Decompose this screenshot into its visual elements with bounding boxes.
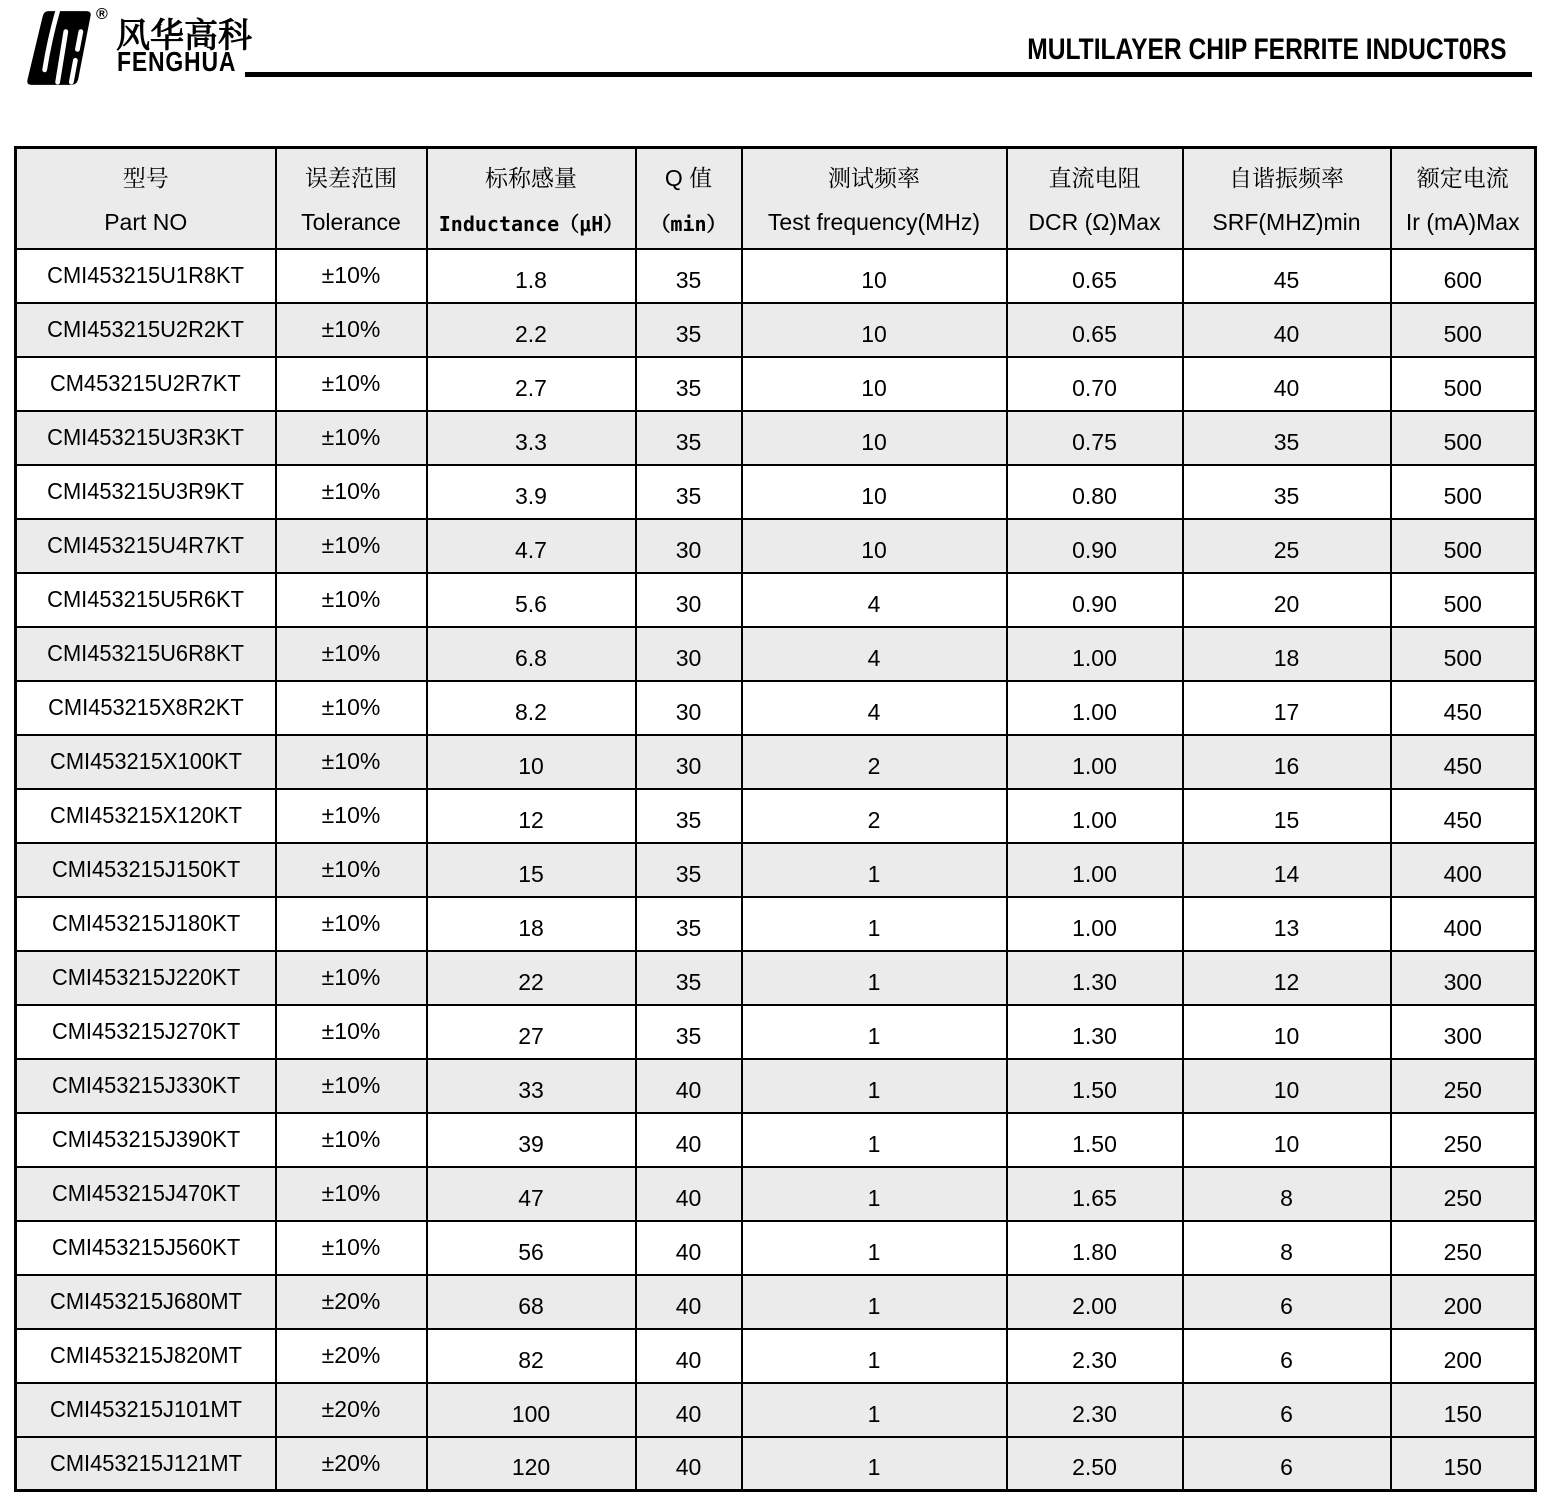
cell-srf: 8 xyxy=(1183,1167,1391,1221)
cell-dcr: 0.65 xyxy=(1007,303,1183,357)
cell-ir: 200 xyxy=(1391,1329,1536,1383)
column-header-ir xyxy=(1391,148,1536,249)
cell-part: CMI453215U5R6KT xyxy=(16,573,276,627)
cell-part: CMI453215J180KT xyxy=(16,897,276,951)
table-row xyxy=(16,1113,1536,1167)
cell-test_freq: 1 xyxy=(742,1383,1007,1437)
cell-test_freq: 1 xyxy=(742,1059,1007,1113)
cell-dcr: 2.00 xyxy=(1007,1275,1183,1329)
cell-ir: 250 xyxy=(1391,1167,1536,1221)
cell-ir: 600 xyxy=(1391,249,1536,303)
cell-tolerance: ±10% xyxy=(276,897,427,951)
cell-dcr: 0.75 xyxy=(1007,411,1183,465)
cell-srf: 20 xyxy=(1183,573,1391,627)
cell-part: CMI453215J470KT xyxy=(16,1167,276,1221)
cell-dcr: 1.50 xyxy=(1007,1113,1183,1167)
cell-test_freq: 10 xyxy=(742,303,1007,357)
cell-test_freq: 4 xyxy=(742,681,1007,735)
cell-ir: 250 xyxy=(1391,1113,1536,1167)
cell-test_freq: 10 xyxy=(742,519,1007,573)
cell-srf: 6 xyxy=(1183,1275,1391,1329)
cell-test_freq: 1 xyxy=(742,1167,1007,1221)
cell-q: 35 xyxy=(636,789,742,843)
cell-srf: 13 xyxy=(1183,897,1391,951)
cell-test_freq: 1 xyxy=(742,1329,1007,1383)
cell-q: 30 xyxy=(636,681,742,735)
table-row xyxy=(16,789,1536,843)
cell-ir: 500 xyxy=(1391,357,1536,411)
column-header-en: Ir (mA)Max xyxy=(1405,208,1520,235)
column-header-test_freq xyxy=(742,148,1007,249)
cell-test_freq: 2 xyxy=(742,789,1007,843)
cell-tolerance: ±10% xyxy=(276,681,427,735)
cell-srf: 45 xyxy=(1183,249,1391,303)
column-header-en: Tolerance xyxy=(301,208,401,235)
cell-dcr: 2.30 xyxy=(1007,1383,1183,1437)
cell-inductance: 47 xyxy=(427,1167,636,1221)
cell-part: CM453215U2R7KT xyxy=(16,357,276,411)
table-row xyxy=(16,843,1536,897)
cell-inductance: 2.2 xyxy=(427,303,636,357)
cell-test_freq: 1 xyxy=(742,897,1007,951)
table-row xyxy=(16,1221,1536,1275)
column-header-en: Inductance（μH） xyxy=(438,211,624,236)
column-header-en: Part NO xyxy=(104,208,188,235)
cell-part: CMI453215U4R7KT xyxy=(16,519,276,573)
cell-ir: 200 xyxy=(1391,1275,1536,1329)
cell-tolerance: ±10% xyxy=(276,951,427,1005)
cell-inductance: 1.8 xyxy=(427,249,636,303)
cell-tolerance: ±10% xyxy=(276,789,427,843)
column-header-q xyxy=(636,148,742,249)
cell-dcr: 1.00 xyxy=(1007,735,1183,789)
cell-dcr: 0.65 xyxy=(1007,249,1183,303)
cell-tolerance: ±10% xyxy=(276,735,427,789)
cell-part: CMI453215U1R8KT xyxy=(16,249,276,303)
cell-srf: 8 xyxy=(1183,1221,1391,1275)
header-rule xyxy=(245,72,1532,77)
cell-tolerance: ±10% xyxy=(276,357,427,411)
cell-q: 35 xyxy=(636,951,742,1005)
cell-tolerance: ±10% xyxy=(276,249,427,303)
cell-q: 40 xyxy=(636,1221,742,1275)
cell-ir: 450 xyxy=(1391,735,1536,789)
cell-q: 40 xyxy=(636,1437,742,1491)
cell-inductance: 18 xyxy=(427,897,636,951)
cell-q: 40 xyxy=(636,1275,742,1329)
cell-dcr: 1.50 xyxy=(1007,1059,1183,1113)
cell-inductance: 120 xyxy=(427,1437,636,1491)
cell-dcr: 1.65 xyxy=(1007,1167,1183,1221)
column-header-cn: 自谐振频率 xyxy=(1229,164,1344,191)
cell-srf: 18 xyxy=(1183,627,1391,681)
cell-q: 40 xyxy=(636,1329,742,1383)
cell-part: CMI453215J390KT xyxy=(16,1113,276,1167)
cell-ir: 500 xyxy=(1391,519,1536,573)
column-header-part xyxy=(16,148,276,249)
column-header-cn: 额定电流 xyxy=(1416,164,1509,191)
table-row xyxy=(16,1005,1536,1059)
cell-tolerance: ±10% xyxy=(276,519,427,573)
cell-srf: 10 xyxy=(1183,1059,1391,1113)
cell-dcr: 1.00 xyxy=(1007,897,1183,951)
cell-inductance: 8.2 xyxy=(427,681,636,735)
cell-inductance: 39 xyxy=(427,1113,636,1167)
table-row xyxy=(16,303,1536,357)
cell-ir: 250 xyxy=(1391,1221,1536,1275)
cell-inductance: 4.7 xyxy=(427,519,636,573)
cell-q: 35 xyxy=(636,843,742,897)
cell-srf: 15 xyxy=(1183,789,1391,843)
column-header-cn: 标称感量 xyxy=(485,164,577,191)
cell-ir: 150 xyxy=(1391,1383,1536,1437)
table-row xyxy=(16,1329,1536,1383)
cell-part: CMI453215J150KT xyxy=(16,843,276,897)
table-row xyxy=(16,249,1536,303)
column-header-en: DCR (Ω)Max xyxy=(1028,208,1161,235)
table-row xyxy=(16,1275,1536,1329)
cell-q: 30 xyxy=(636,519,742,573)
column-header-cn: 直流电阻 xyxy=(1048,164,1141,191)
cell-q: 35 xyxy=(636,897,742,951)
cell-dcr: 1.00 xyxy=(1007,843,1183,897)
column-header-en: Test frequency(MHz) xyxy=(767,208,981,235)
cell-test_freq: 2 xyxy=(742,735,1007,789)
cell-inductance: 2.7 xyxy=(427,357,636,411)
cell-test_freq: 10 xyxy=(742,465,1007,519)
cell-part: CMI453215J820MT xyxy=(16,1329,276,1383)
cell-part: CMI453215U2R2KT xyxy=(16,303,276,357)
cell-tolerance: ±10% xyxy=(276,465,427,519)
table-row xyxy=(16,897,1536,951)
cell-srf: 17 xyxy=(1183,681,1391,735)
cell-srf: 12 xyxy=(1183,951,1391,1005)
cell-inductance: 5.6 xyxy=(427,573,636,627)
cell-dcr: 0.90 xyxy=(1007,573,1183,627)
cell-q: 35 xyxy=(636,411,742,465)
cell-inductance: 15 xyxy=(427,843,636,897)
cell-tolerance: ±10% xyxy=(276,303,427,357)
cell-dcr: 2.50 xyxy=(1007,1437,1183,1491)
cell-inductance: 27 xyxy=(427,1005,636,1059)
cell-ir: 150 xyxy=(1391,1437,1536,1491)
cell-inductance: 100 xyxy=(427,1383,636,1437)
cell-part: CMI453215U6R8KT xyxy=(16,627,276,681)
cell-part: CMI453215U3R9KT xyxy=(16,465,276,519)
cell-q: 30 xyxy=(636,627,742,681)
cell-inductance: 3.9 xyxy=(427,465,636,519)
cell-part: CMI453215J220KT xyxy=(16,951,276,1005)
cell-inductance: 12 xyxy=(427,789,636,843)
cell-part: CMI453215J121MT xyxy=(16,1437,276,1491)
cell-tolerance: ±20% xyxy=(276,1383,427,1437)
cell-ir: 300 xyxy=(1391,1005,1536,1059)
cell-ir: 500 xyxy=(1391,411,1536,465)
cell-dcr: 0.80 xyxy=(1007,465,1183,519)
cell-part: CMI453215J330KT xyxy=(16,1059,276,1113)
column-header-cn: 型号 xyxy=(122,164,169,191)
cell-q: 35 xyxy=(636,465,742,519)
table-body xyxy=(16,249,1536,1491)
cell-srf: 25 xyxy=(1183,519,1391,573)
cell-q: 35 xyxy=(636,249,742,303)
cell-tolerance: ±20% xyxy=(276,1275,427,1329)
table-row xyxy=(16,573,1536,627)
cell-srf: 10 xyxy=(1183,1005,1391,1059)
cell-test_freq: 1 xyxy=(742,1221,1007,1275)
cell-test_freq: 1 xyxy=(742,951,1007,1005)
cell-test_freq: 4 xyxy=(742,627,1007,681)
column-header-dcr xyxy=(1007,148,1183,249)
cell-test_freq: 10 xyxy=(742,249,1007,303)
cell-dcr: 0.70 xyxy=(1007,357,1183,411)
cell-dcr: 1.00 xyxy=(1007,627,1183,681)
cell-dcr: 1.00 xyxy=(1007,681,1183,735)
cell-dcr: 2.30 xyxy=(1007,1329,1183,1383)
table-row xyxy=(16,735,1536,789)
cell-test_freq: 1 xyxy=(742,1437,1007,1491)
cell-inductance: 33 xyxy=(427,1059,636,1113)
column-header-inductance xyxy=(427,148,636,249)
cell-dcr: 1.30 xyxy=(1007,951,1183,1005)
cell-tolerance: ±20% xyxy=(276,1437,427,1491)
table-row xyxy=(16,627,1536,681)
cell-tolerance: ±10% xyxy=(276,573,427,627)
table-row xyxy=(16,519,1536,573)
cell-inductance: 56 xyxy=(427,1221,636,1275)
cell-part: CMI453215J560KT xyxy=(16,1221,276,1275)
cell-tolerance: ±10% xyxy=(276,1221,427,1275)
cell-srf: 6 xyxy=(1183,1329,1391,1383)
cell-part: CMI453215J270KT xyxy=(16,1005,276,1059)
cell-srf: 40 xyxy=(1183,357,1391,411)
table-row xyxy=(16,1437,1536,1491)
cell-tolerance: ±10% xyxy=(276,1113,427,1167)
cell-tolerance: ±10% xyxy=(276,1167,427,1221)
table-row xyxy=(16,411,1536,465)
cell-part: CMI453215X8R2KT xyxy=(16,681,276,735)
cell-q: 30 xyxy=(636,735,742,789)
cell-q: 40 xyxy=(636,1383,742,1437)
cell-q: 35 xyxy=(636,1005,742,1059)
cell-srf: 14 xyxy=(1183,843,1391,897)
cell-dcr: 1.30 xyxy=(1007,1005,1183,1059)
table-row xyxy=(16,357,1536,411)
column-header-cn: 误差范围 xyxy=(305,164,397,191)
cell-ir: 250 xyxy=(1391,1059,1536,1113)
column-header-cn: 测试频率 xyxy=(828,164,920,191)
cell-q: 35 xyxy=(636,357,742,411)
table-row xyxy=(16,465,1536,519)
cell-dcr: 0.90 xyxy=(1007,519,1183,573)
cell-srf: 6 xyxy=(1183,1437,1391,1491)
cell-ir: 300 xyxy=(1391,951,1536,1005)
table-row xyxy=(16,1059,1536,1113)
column-header-en: （min） xyxy=(650,211,727,236)
column-header-en: SRF(MHZ)min xyxy=(1212,208,1361,235)
cell-ir: 500 xyxy=(1391,303,1536,357)
cell-q: 35 xyxy=(636,303,742,357)
cell-q: 40 xyxy=(636,1059,742,1113)
spec-table xyxy=(14,146,1537,1492)
cell-tolerance: ±10% xyxy=(276,411,427,465)
cell-inductance: 82 xyxy=(427,1329,636,1383)
cell-ir: 500 xyxy=(1391,573,1536,627)
cell-test_freq: 4 xyxy=(742,573,1007,627)
registered-trademark: ® xyxy=(96,6,108,23)
fenghua-logo-icon xyxy=(24,7,94,89)
cell-inductance: 3.3 xyxy=(427,411,636,465)
company-name-en: FENGHUA xyxy=(117,46,237,77)
cell-q: 30 xyxy=(636,573,742,627)
cell-srf: 10 xyxy=(1183,1113,1391,1167)
cell-srf: 35 xyxy=(1183,411,1391,465)
cell-srf: 6 xyxy=(1183,1383,1391,1437)
page-title: MULTILAYER CHIP FERRITE INDUCT0RS xyxy=(1026,33,1506,66)
cell-tolerance: ±10% xyxy=(276,1059,427,1113)
cell-q: 40 xyxy=(636,1113,742,1167)
cell-part: CMI453215J680MT xyxy=(16,1275,276,1329)
cell-srf: 16 xyxy=(1183,735,1391,789)
cell-srf: 40 xyxy=(1183,303,1391,357)
cell-dcr: 1.00 xyxy=(1007,789,1183,843)
column-header-tolerance xyxy=(276,148,427,249)
cell-test_freq: 10 xyxy=(742,357,1007,411)
cell-part: CMI453215U3R3KT xyxy=(16,411,276,465)
cell-test_freq: 1 xyxy=(742,1005,1007,1059)
cell-ir: 500 xyxy=(1391,627,1536,681)
cell-part: CMI453215X100KT xyxy=(16,735,276,789)
cell-test_freq: 1 xyxy=(742,1113,1007,1167)
cell-dcr: 1.80 xyxy=(1007,1221,1183,1275)
cell-srf: 35 xyxy=(1183,465,1391,519)
table-row xyxy=(16,951,1536,1005)
cell-ir: 450 xyxy=(1391,681,1536,735)
cell-tolerance: ±20% xyxy=(276,1329,427,1383)
table-row xyxy=(16,1383,1536,1437)
cell-tolerance: ±10% xyxy=(276,1005,427,1059)
column-header-srf xyxy=(1183,148,1391,249)
cell-inductance: 68 xyxy=(427,1275,636,1329)
cell-test_freq: 1 xyxy=(742,843,1007,897)
cell-ir: 500 xyxy=(1391,465,1536,519)
cell-part: CMI453215J101MT xyxy=(16,1383,276,1437)
column-header-cn: Q 值 xyxy=(664,164,713,191)
cell-inductance: 10 xyxy=(427,735,636,789)
table-row xyxy=(16,681,1536,735)
cell-inductance: 22 xyxy=(427,951,636,1005)
cell-ir: 400 xyxy=(1391,897,1536,951)
cell-tolerance: ±10% xyxy=(276,627,427,681)
cell-tolerance: ±10% xyxy=(276,843,427,897)
cell-part: CMI453215X120KT xyxy=(16,789,276,843)
cell-ir: 450 xyxy=(1391,789,1536,843)
company-name-cn: 风华高科 xyxy=(116,17,252,55)
cell-test_freq: 1 xyxy=(742,1275,1007,1329)
cell-q: 40 xyxy=(636,1167,742,1221)
cell-inductance: 6.8 xyxy=(427,627,636,681)
table-header-row xyxy=(16,148,1536,249)
table-row xyxy=(16,1167,1536,1221)
cell-ir: 400 xyxy=(1391,843,1536,897)
cell-test_freq: 10 xyxy=(742,411,1007,465)
